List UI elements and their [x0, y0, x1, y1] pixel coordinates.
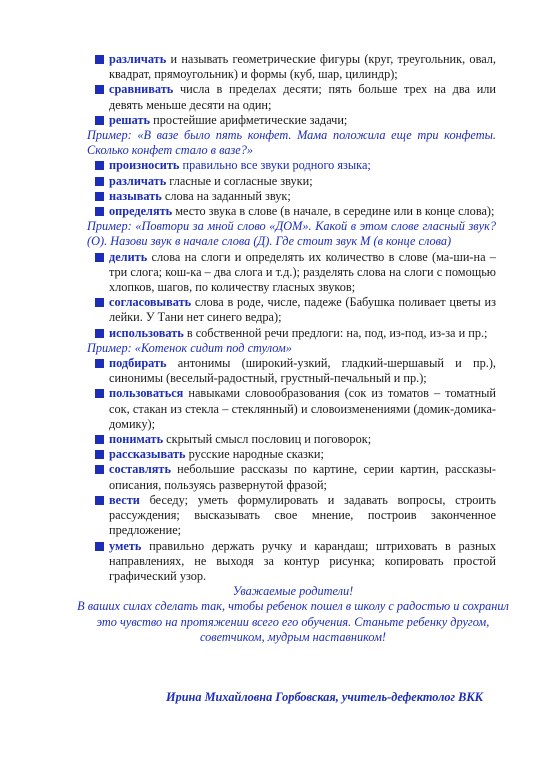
keyword: решать — [109, 112, 151, 127]
square-bullet-icon — [95, 329, 104, 338]
list-item — [94, 356, 496, 386]
item-text: правильно держать ручку и карандаш; штриховать в разных направлениях, не выходя за контур рисунка; копировать простой графический узор. — [109, 538, 496, 583]
item-text: место звука в слове (в начале, в середине или в конце слова); — [172, 204, 495, 219]
item-text: беседу; уметь формулировать и задавать вопросы, строить рассуждения; высказывать свое мнение, построив законченное предложение; — [109, 492, 496, 538]
keyword: различать — [109, 173, 167, 188]
item-text: русские народные сказки; — [185, 447, 324, 462]
square-bullet-icon — [95, 85, 104, 94]
square-bullet-icon — [95, 55, 104, 64]
list-item — [94, 250, 496, 296]
item-text: слова на заданный звук; — [161, 188, 291, 203]
square-bullet-icon — [95, 192, 104, 201]
list-item — [94, 174, 496, 189]
list-item — [94, 189, 496, 204]
item-text: антонимы (широкий-узкий, гладкий-шершавый и пр.), синонимы (веселый-радостный, грустный-печальный и пр.); — [109, 356, 496, 386]
list-item — [94, 493, 496, 539]
list-item — [94, 158, 496, 173]
closing-title: Уважаемые родители! — [232, 584, 354, 599]
square-bullet-icon — [95, 116, 104, 125]
keyword: понимать — [109, 432, 164, 447]
keyword: рассказывать — [109, 447, 186, 462]
closing-text: В ваших силах сделать так, чтобы ребенок пошел в школу с радостью и сохранил это чувство на протяжении всего его обучения. Станьте ребенку другом, советчиком, мудрым наставником! — [77, 599, 509, 644]
list-item — [94, 447, 496, 462]
list-item — [94, 432, 496, 447]
skills-list-sounds — [94, 158, 496, 219]
square-bullet-icon — [95, 177, 104, 186]
square-bullet-icon — [95, 435, 104, 444]
item-text: гласные и согласные звуки; — [166, 173, 313, 188]
example-text: Пример: «Повтори за мной слово «ДОМ». Какой в этом слове гласный звук? (О). Назови звук в начале слова (Д). Где стоит звук М (в конце слова) — [87, 219, 496, 249]
item-text: слова на слоги и определять их количество в слове (ма-ши-на – три слога; кош-ка – два слога и т.д.); разделять слова на слоги с помощью хлопков, шагов, по количеству гласных звуков; — [109, 249, 496, 295]
skills-list-speech — [94, 356, 496, 584]
item-text: и называть геометрические фигуры (круг, треугольник, овал, квадрат, прямоугольник) и формы (куб, шар, цилиндр); — [109, 52, 496, 82]
keyword: сравнивать — [109, 82, 174, 97]
keyword: уметь — [109, 538, 142, 553]
square-bullet-icon — [95, 450, 104, 459]
keyword: подбирать — [109, 356, 167, 371]
square-bullet-icon — [95, 207, 104, 216]
square-bullet-icon — [95, 465, 104, 474]
item-text: простейшие арифметические задачи; — [150, 112, 348, 127]
square-bullet-icon — [95, 359, 104, 368]
keyword: называть — [109, 188, 162, 203]
item-text: скрытый смысл пословиц и поговорок; — [163, 432, 372, 447]
example-text: Пример: «Котенок сидит под стулом» — [87, 340, 292, 355]
list-item — [94, 326, 496, 341]
keyword: согласовывать — [109, 295, 192, 310]
list-item — [94, 82, 496, 112]
list-item — [94, 462, 496, 492]
example-text: Пример: «В вазе было пять конфет. Мама положила еще три конфеты. Сколько конфет стало в вазе?» — [87, 128, 496, 158]
item-text: навыками словообразования (сок из томатов – томатный сок, стакан из стекла – стеклянный) и словоизменениями (домик-домика-домику); — [109, 386, 496, 431]
keyword: составлять — [109, 462, 171, 477]
square-bullet-icon — [95, 542, 104, 551]
keyword: вести — [109, 492, 140, 507]
list-item — [94, 52, 496, 82]
skills-list-syllables — [94, 250, 496, 341]
square-bullet-icon — [95, 298, 104, 307]
square-bullet-icon — [95, 253, 104, 262]
signature: Ирина Михайловна Горбовская, учитель-дефектолог ВКК — [166, 690, 484, 704]
item-text: числа в пределах десяти; пять больше трех на два или девять меньше десяти на один; — [109, 82, 496, 112]
keyword: использовать — [109, 325, 184, 340]
list-item — [94, 539, 496, 585]
list-item — [94, 295, 496, 325]
list-item — [94, 386, 496, 432]
item-text: слова в роде, числе, падеже (Бабушка поливает цветы из лейки. У Тани нет синего ведра); — [109, 295, 496, 325]
list-item — [94, 113, 496, 128]
skills-list-math — [94, 52, 496, 128]
item-text: правильно все звуки родного языка; — [179, 158, 371, 173]
square-bullet-icon — [95, 389, 104, 398]
item-text: в собственной речи предлоги: на, под, из-под, из-за и пр.; — [183, 325, 488, 340]
keyword: делить — [109, 249, 148, 264]
keyword: различать — [109, 52, 167, 66]
square-bullet-icon — [95, 496, 104, 505]
document-body — [77, 52, 509, 645]
keyword: произносить — [109, 158, 180, 173]
list-item — [94, 204, 496, 219]
keyword: пользоваться — [109, 386, 184, 401]
item-text: небольшие рассказы по картине, серии картин, рассказы-описания, пользуясь развернутой фразой; — [109, 462, 496, 492]
square-bullet-icon — [95, 161, 104, 170]
keyword: определять — [109, 204, 173, 219]
